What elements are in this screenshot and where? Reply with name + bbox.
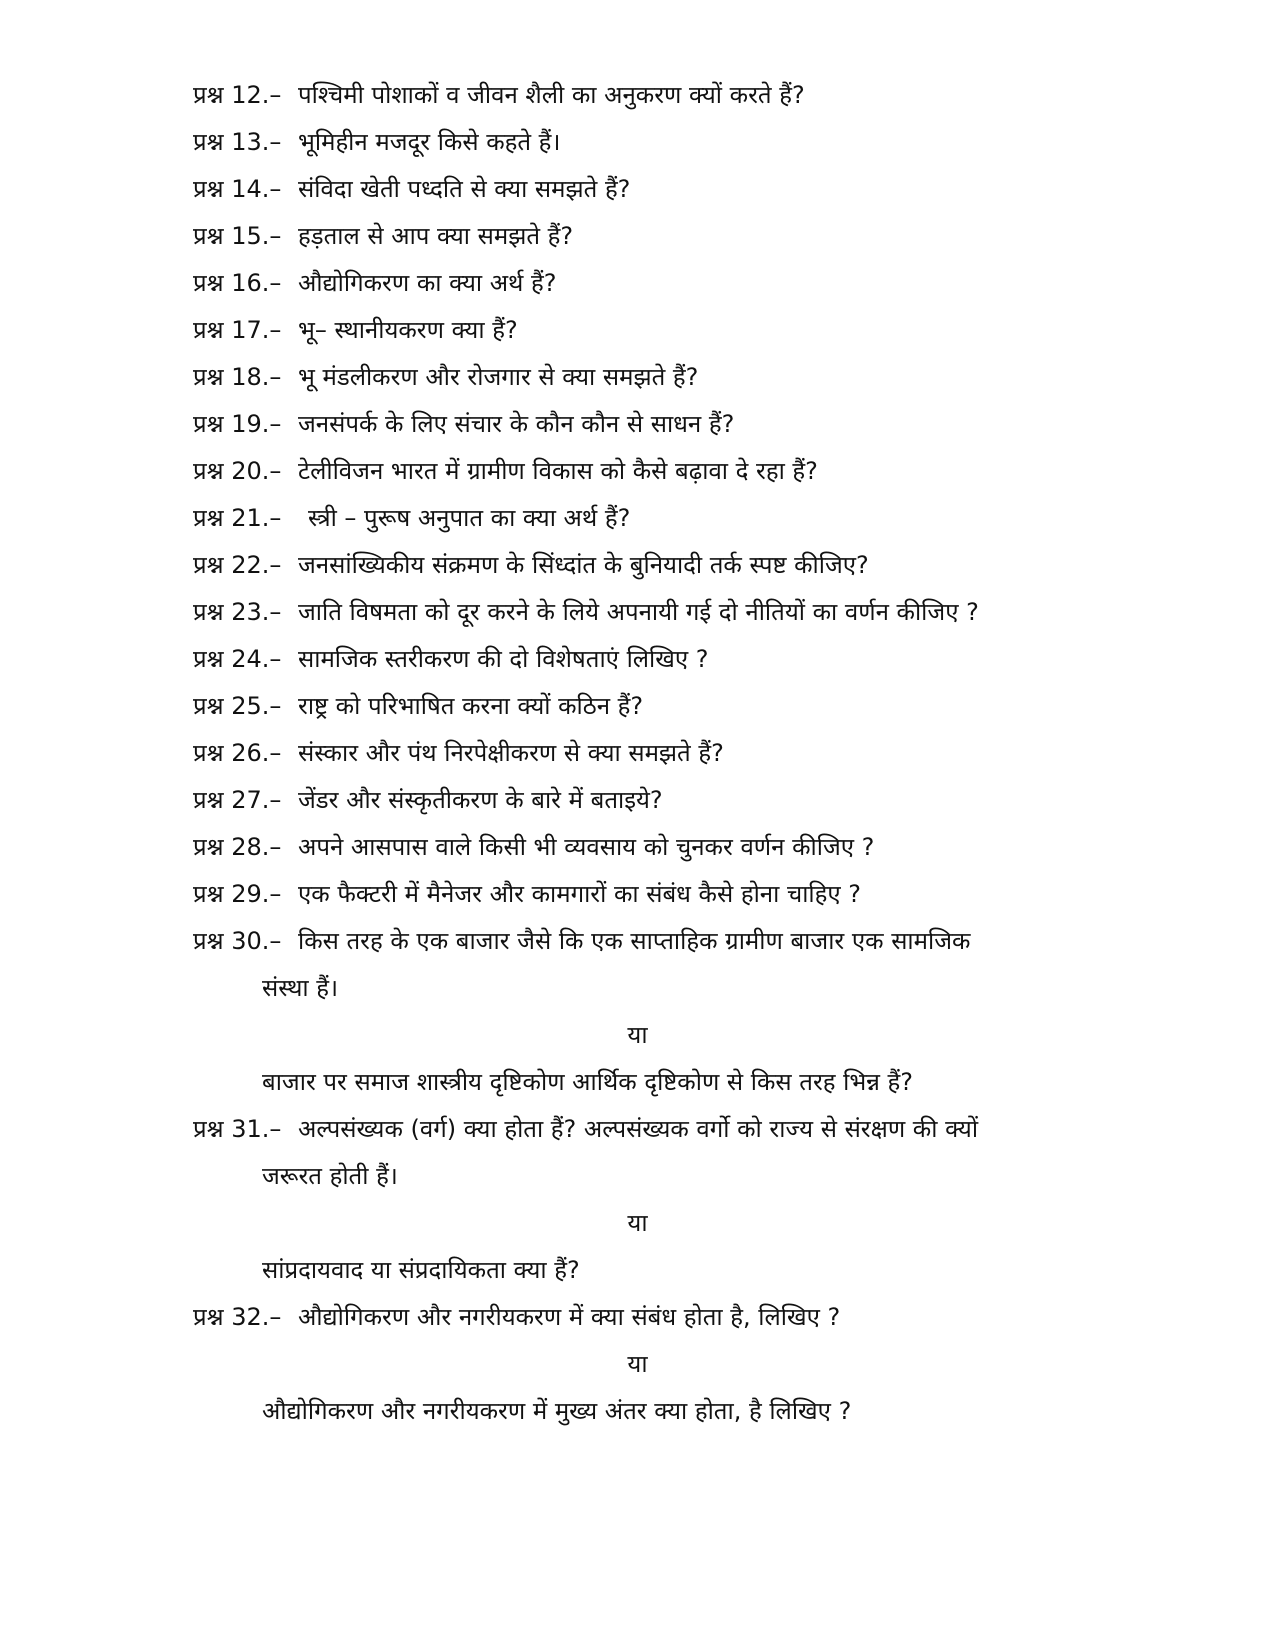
question-number: प्रश्न 32.–: [193, 1303, 282, 1331]
question-text: टेलीविजन भारत में ग्रामीण विकास को कैसे बढ़ावा दे रहा हैं?: [298, 457, 818, 485]
question-text: अल्पसंख्यक (वर्ग) क्या होता हैं? अल्पसंख्यक वर्गो को राज्य से संरक्षण की क्यों: [298, 1115, 979, 1143]
question-31-alternative: सांप्रदायवाद या संप्रदायिकता क्या हैं?: [262, 1256, 580, 1284]
question-32-alternative: औद्योगिकरण और नगरीयकरण में मुख्य अंतर क्या होता, है लिखिए ?: [262, 1397, 852, 1425]
question-number: प्रश्न 17.–: [193, 316, 282, 344]
question-31: [193, 1114, 1093, 1144]
question-number: प्रश्न 26.–: [193, 739, 282, 767]
question-text: राष्ट्र को परिभाषित करना क्यों कठिन हैं?: [298, 692, 644, 720]
or-separator: या: [627, 1021, 648, 1049]
question-21: [193, 503, 1093, 533]
question-30: [193, 926, 1093, 956]
question-29: [193, 879, 1093, 909]
question-text: जनसंपर्क के लिए संचार के कौन कौन से साधन हैं?: [298, 410, 735, 438]
question-number: प्रश्न 25.–: [193, 692, 282, 720]
question-text: जाति विषमता को दूर करने के लिये अपनायी गई दो नीतियों का वर्णन कीजिए ?: [298, 598, 979, 626]
question-number: प्रश्न 23.–: [193, 598, 282, 626]
question-30-continuation: संस्था हैं।: [262, 974, 339, 1002]
question-number: प्रश्न 22.–: [193, 551, 282, 579]
question-15: [193, 221, 1093, 251]
question-text: किस तरह के एक बाजार जैसे कि एक साप्ताहिक ग्रामीण बाजार एक सामजिक: [298, 927, 971, 955]
question-31-continuation: जरूरत होती हैं।: [262, 1162, 398, 1190]
question-text: हड़ताल से आप क्या समझते हैं?: [298, 222, 574, 250]
question-text: भू– स्थानीयकरण क्या हैं?: [298, 316, 518, 344]
question-text: अपने आसपास वाले किसी भी व्यवसाय को चुनकर वर्णन कीजिए ?: [298, 833, 875, 861]
question-number: प्रश्न 18.–: [193, 363, 282, 391]
question-text: स्त्री – पुरूष अनुपात का क्या अर्थ हैं?: [308, 504, 631, 532]
question-25: [193, 691, 1093, 721]
question-24: [193, 644, 1093, 674]
question-text: औद्योगिकरण और नगरीयकरण में क्या संबंध होता है, लिखिए ?: [298, 1303, 841, 1331]
question-22: [193, 550, 1093, 580]
question-30-alternative: बाजार पर समाज शास्त्रीय दृष्टिकोण आर्थिक दृष्टिकोण से किस तरह भिन्न हैं?: [262, 1068, 914, 1096]
question-number: प्रश्न 19.–: [193, 410, 282, 438]
question-number: प्रश्न 29.–: [193, 880, 282, 908]
question-26: [193, 738, 1093, 768]
question-text: जनसांख्यिकीय संक्रमण के सिंध्दांत के बुनियादी तर्क स्पष्ट कीजिए?: [298, 551, 869, 579]
question-text: जेंडर और संस्कृतीकरण के बारे में बताइये?: [298, 786, 663, 814]
question-17: [193, 315, 1093, 345]
question-13: [193, 127, 1093, 157]
question-27: [193, 785, 1093, 815]
question-18: [193, 362, 1093, 392]
question-number: प्रश्न 30.–: [193, 927, 282, 955]
question-number: प्रश्न 28.–: [193, 833, 282, 861]
question-number: प्रश्न 21.–: [193, 504, 282, 532]
question-number: प्रश्न 16.–: [193, 269, 282, 297]
question-19: [193, 409, 1093, 439]
question-number: प्रश्न 24.–: [193, 645, 282, 673]
question-12: [193, 80, 1093, 110]
question-number: प्रश्न 13.–: [193, 128, 282, 156]
question-20: [193, 456, 1093, 486]
question-16: [193, 268, 1093, 298]
question-text: औद्योगिकरण का क्या अर्थ हैं?: [298, 269, 557, 297]
question-number: प्रश्न 12.–: [193, 81, 282, 109]
question-number: प्रश्न 31.–: [193, 1115, 282, 1143]
question-32: [193, 1302, 1093, 1332]
question-number: प्रश्न 27.–: [193, 786, 282, 814]
question-14: [193, 174, 1093, 204]
question-text: संस्कार और पंथ निरपेक्षीकरण से क्या समझते हैं?: [298, 739, 724, 767]
or-separator: या: [627, 1209, 648, 1237]
question-text: सामजिक स्तरीकरण की दो विशेषताएं लिखिए ?: [298, 645, 709, 673]
question-text: एक फैक्टरी में मैनेजर और कामगारों का संबंध कैसे होना चाहिए ?: [298, 880, 862, 908]
or-separator: या: [627, 1350, 648, 1378]
question-number: प्रश्न 15.–: [193, 222, 282, 250]
question-number: प्रश्न 20.–: [193, 457, 282, 485]
question-23: [193, 597, 1093, 627]
question-number: प्रश्न 14.–: [193, 175, 282, 203]
question-text: पश्चिमी पोशाकों व जीवन शैली का अनुकरण क्यों करते हैं?: [298, 81, 805, 109]
question-text: भू मंडलीकरण और रोजगार से क्या समझते हैं?: [298, 363, 699, 391]
question-28: [193, 832, 1093, 862]
question-text: भूमिहीन मजदूर किसे कहते हैं।: [298, 128, 561, 156]
question-text: संविदा खेती पध्दति से क्या समझते हैं?: [298, 175, 631, 203]
